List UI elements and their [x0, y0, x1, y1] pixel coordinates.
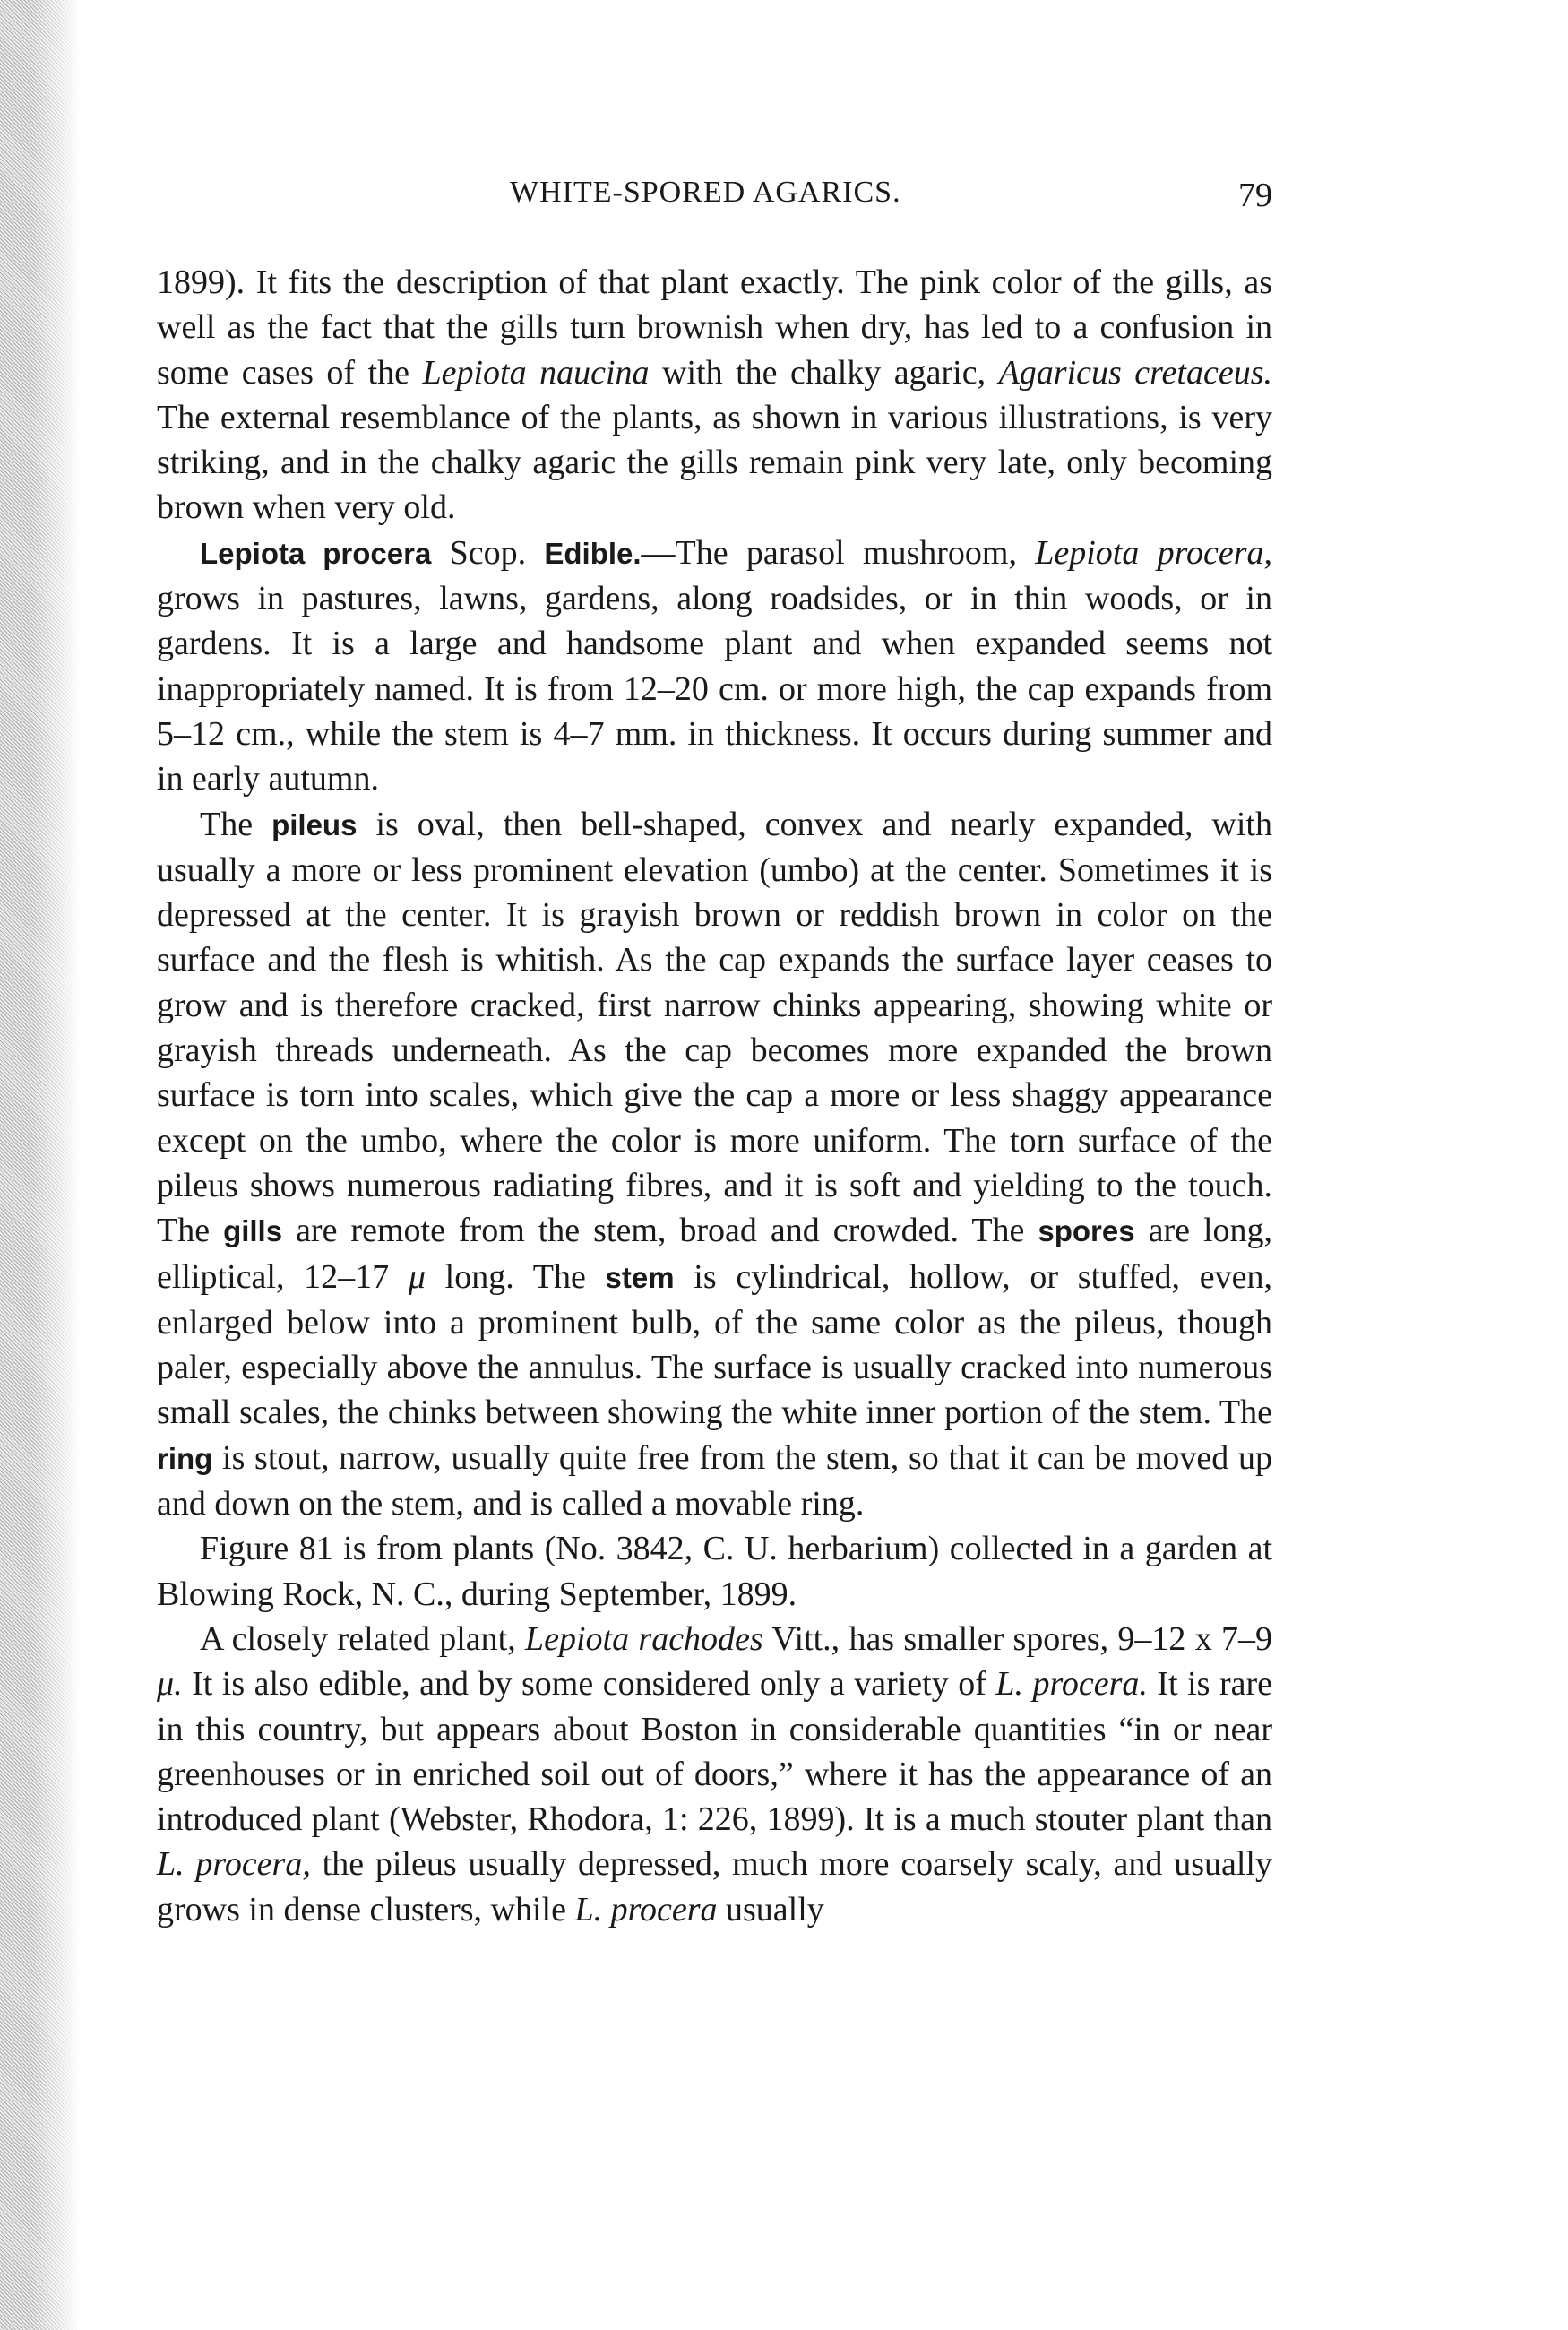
paragraph-lepiota-procera: Lepiota procera Scop. Edible.—The parasol mushroom, Lepiota procera, grows in pastures, lawns, gardens, along roadsides, or in thin woods, or in gardens. It is a large and handsome plant and when expanded seems not inappropriately named. It is from 12–20 cm. or more high, the cap expands from 5–12 cm., while the stem is 4–7 mm. in thickness. It occurs during summer and in early autumn.: [157, 533, 1272, 798]
term-gills: gills: [223, 1214, 283, 1248]
taxon-name: Agaricus cretaceus.: [998, 353, 1272, 392]
taxon-name: Lepiota naucina: [422, 353, 650, 392]
taxon-name: L. procera,: [157, 1845, 311, 1884]
paragraph-lepiota-rachodes: A closely related plant, Lepiota rachodes Vitt., has smaller spores, 9–12 x 7–9 μ. It is also edible, and by some considered only a variety of L. procera. It is rare in this country, but appears about Boston in considerable quantities “in or near greenhouses or in enriched soil out of doors,” where it has the appearance of an introduced plant (Webster, Rhodora, 1: 226, 1899). It is a much stouter plant than L. procera, the pileus usually depressed, much more coarsely scaly, and usually grows in dense clusters, while L. procera usually: [157, 1619, 1272, 1929]
running-title: WHITE-SPORED AGARICS.: [510, 176, 901, 209]
term-ring: ring: [157, 1441, 213, 1475]
page-header: [157, 176, 1272, 220]
species-heading: Lepiota procera: [200, 536, 432, 570]
term-pileus: pileus: [271, 807, 358, 841]
edibility-label: Edible.: [544, 536, 642, 570]
taxon-name: L. procera.: [995, 1665, 1148, 1704]
taxon-name: Lepiota rachodes: [525, 1619, 763, 1658]
scanned-page-edge: [0, 0, 81, 2330]
term-stem: stem: [605, 1260, 675, 1294]
taxon-name: L. procera: [574, 1890, 718, 1929]
page-number: 79: [1238, 177, 1272, 214]
paragraph-continuation: 1899). It fits the description of that plant exactly. The pink color of the gills, as well as the fact that the gills turn brownish when dry, has led to a confusion in some cases of the Lepiota naucina with the chalky agaric, Agaricus cretaceus. The external resemblance of the plants, as shown in various illustrations, is very striking, and in the chalky agaric the gills remain pink very late, only becoming brown when very old.: [157, 263, 1272, 527]
paragraph-description: The pileus is oval, then bell-shaped, convex and nearly expanded, with usually a more or less prominent elevation (umbo) at the center. Sometimes it is depressed at the center. It is grayish brown or reddish brown in color on the surface and the flesh is whitish. As the cap expands the surface layer ceases to grow and is therefore cracked, first narrow chinks appearing, showing white or grayish threads underneath. As the cap becomes more expanded the brown surface is torn into scales, which give the cap a more or less shaggy appearance except on the umbo, where the color is more uniform. The torn surface of the pileus shows numerous radiating fibres, and it is soft and yielding to the touch. The gills are remote from the stem, broad and crowded. The spores are long, elliptical, 12–17 μ long. The stem is cylindrical, hollow, or stuffed, even, enlarged below into a prominent bulb, of the same color as the pileus, though paler, especially above the annulus. The surface is usually cracked into numerous small scales, the chinks between showing the white inner portion of the stem. The ring is stout, narrow, usually quite free from the stem, so that it can be moved up and down on the stem, and is called a movable ring.: [157, 805, 1273, 1523]
taxon-name: Lepiota procera,: [1035, 533, 1272, 572]
paragraph-figure-note: Figure 81 is from plants (No. 3842, C. U. herbarium) collected in a garden at Blowing Rock, N. C., during September, 1899.: [157, 1530, 1272, 1613]
term-spores: spores: [1038, 1214, 1135, 1248]
page-body: [157, 260, 1272, 1932]
